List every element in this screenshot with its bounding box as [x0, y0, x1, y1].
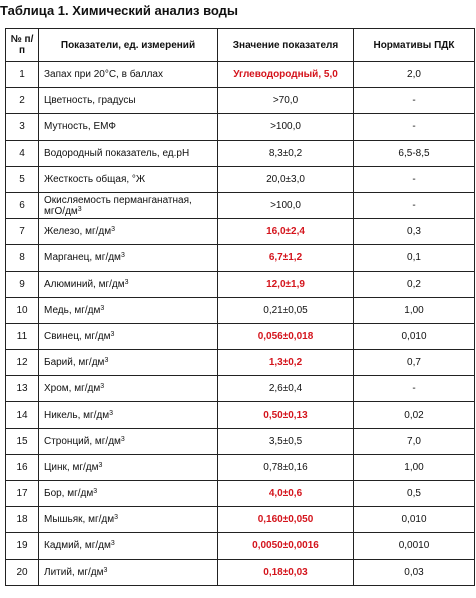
exceeded-value: 12,0±1,9	[218, 271, 354, 297]
norm-value: 0,7	[354, 350, 475, 376]
table-row	[6, 350, 475, 376]
norm-value: -	[354, 114, 475, 140]
indicator-name	[39, 533, 218, 559]
unit-exponent: 3	[103, 566, 108, 574]
row-number: 14	[6, 402, 39, 428]
indicator-name	[39, 62, 218, 88]
exceeded-value: 0,056±0,018	[218, 323, 354, 349]
row-number: 10	[6, 297, 39, 323]
indicator-label: Окисляемость перманганатная, мгО/дм	[44, 194, 192, 217]
exceeded-value: 0,160±0,050	[218, 507, 354, 533]
table-row	[6, 428, 475, 454]
row-number: 3	[6, 114, 39, 140]
indicator-name	[39, 350, 218, 376]
table-caption: Таблица 1. Химический анализ воды	[0, 3, 239, 18]
table-row	[6, 507, 475, 533]
unit-exponent: 3	[124, 278, 129, 286]
indicator-name	[39, 166, 218, 192]
header-indicator: Показатели, ед. измерений	[39, 29, 218, 62]
measured-value: 8,3±0,2	[218, 140, 354, 166]
table-row	[6, 192, 475, 218]
unit-exponent: 3	[100, 304, 105, 312]
indicator-label: Барий, мг/дм	[44, 357, 105, 369]
unit-exponent: 3	[120, 252, 125, 260]
indicator-name	[39, 454, 218, 480]
table-header-row	[6, 29, 475, 62]
exceeded-value: 6,7±1,2	[218, 245, 354, 271]
table-row	[6, 140, 475, 166]
exceeded-value: 1,3±0,2	[218, 350, 354, 376]
measured-value: >100,0	[218, 114, 354, 140]
norm-value: 0,03	[354, 559, 475, 585]
exceeded-value: 0,18±0,03	[218, 559, 354, 585]
indicator-label: Алюминий, мг/дм	[44, 278, 125, 290]
measured-value: 0,21±0,05	[218, 297, 354, 323]
indicator-name	[39, 507, 218, 533]
indicator-label: Хром, мг/дм	[44, 383, 101, 395]
exceeded-value: 0,0050±0,0016	[218, 533, 354, 559]
indicator-name	[39, 323, 218, 349]
measured-value: >100,0	[218, 192, 354, 218]
table-row	[6, 88, 475, 114]
exceeded-value: 4,0±0,6	[218, 481, 354, 507]
unit-exponent: 3	[114, 514, 119, 522]
norm-value: 0,2	[354, 271, 475, 297]
row-number: 16	[6, 454, 39, 480]
unit-exponent: 3	[77, 205, 82, 213]
unit-exponent: 3	[110, 330, 115, 338]
indicator-label: Жесткость общая, °Ж	[44, 173, 146, 185]
norm-value: -	[354, 192, 475, 218]
norm-value: -	[354, 88, 475, 114]
indicator-label: Водородный показатель, ед.pH	[44, 147, 190, 159]
norm-value: -	[354, 166, 475, 192]
row-number: 6	[6, 192, 39, 218]
row-number: 19	[6, 533, 39, 559]
table-row	[6, 219, 475, 245]
unit-exponent: 3	[111, 226, 116, 234]
indicator-name	[39, 114, 218, 140]
row-number: 2	[6, 88, 39, 114]
row-number: 1	[6, 62, 39, 88]
table-row	[6, 114, 475, 140]
row-number: 17	[6, 481, 39, 507]
table-row	[6, 62, 475, 88]
unit-exponent: 3	[109, 409, 114, 417]
indicator-name	[39, 219, 218, 245]
table-row	[6, 297, 475, 323]
row-number: 5	[6, 166, 39, 192]
norm-value: 2,0	[354, 62, 475, 88]
indicator-name	[39, 481, 218, 507]
water-analysis-table	[5, 28, 475, 586]
norm-value: 0,010	[354, 323, 475, 349]
row-number: 15	[6, 428, 39, 454]
indicator-label: Железо, мг/дм	[44, 226, 112, 238]
indicator-label: Мышьяк, мг/дм	[44, 514, 115, 526]
indicator-label: Запах при 20°С, в баллах	[44, 69, 163, 81]
table-row	[6, 166, 475, 192]
measured-value: 20,0±3,0	[218, 166, 354, 192]
row-number: 13	[6, 376, 39, 402]
norm-value: 0,02	[354, 402, 475, 428]
indicator-label: Мутность, ЕМФ	[44, 121, 116, 133]
exceeded-value: 0,50±0,13	[218, 402, 354, 428]
measured-value: 3,5±0,5	[218, 428, 354, 454]
indicator-name	[39, 192, 218, 218]
row-number: 18	[6, 507, 39, 533]
unit-exponent: 3	[93, 488, 98, 496]
indicator-name	[39, 428, 218, 454]
norm-value: 0,0010	[354, 533, 475, 559]
norm-value: 0,010	[354, 507, 475, 533]
row-number: 20	[6, 559, 39, 585]
indicator-label: Свинец, мг/дм	[44, 330, 111, 342]
table-row	[6, 533, 475, 559]
indicator-label: Стронций, мг/дм	[44, 435, 121, 447]
unit-exponent: 3	[98, 461, 103, 469]
norm-value: 1,00	[354, 454, 475, 480]
indicator-label: Цветность, градусы	[44, 95, 136, 107]
row-number: 12	[6, 350, 39, 376]
measured-value: >70,0	[218, 88, 354, 114]
unit-exponent: 3	[100, 383, 105, 391]
indicator-name	[39, 402, 218, 428]
indicator-label: Кадмий, мг/дм	[44, 540, 111, 552]
indicator-label: Литий, мг/дм	[44, 566, 104, 578]
table-row	[6, 402, 475, 428]
table-row	[6, 454, 475, 480]
norm-value: 0,1	[354, 245, 475, 271]
table-row	[6, 559, 475, 585]
exceeded-value: Углеводородный, 5,0	[218, 62, 354, 88]
unit-exponent: 3	[110, 540, 115, 548]
row-number: 9	[6, 271, 39, 297]
norm-value: 0,3	[354, 219, 475, 245]
norm-value: 7,0	[354, 428, 475, 454]
norm-value: 0,5	[354, 481, 475, 507]
indicator-name	[39, 376, 218, 402]
table-row	[6, 271, 475, 297]
row-number: 8	[6, 245, 39, 271]
indicator-name	[39, 559, 218, 585]
norm-value: -	[354, 376, 475, 402]
measured-value: 0,78±0,16	[218, 454, 354, 480]
exceeded-value: 16,0±2,4	[218, 219, 354, 245]
row-number: 4	[6, 140, 39, 166]
indicator-label: Цинк, мг/дм	[44, 461, 99, 473]
indicator-label: Марганец, мг/дм	[44, 252, 121, 264]
indicator-label: Медь, мг/дм	[44, 304, 101, 316]
table-row	[6, 245, 475, 271]
unit-exponent: 3	[120, 435, 125, 443]
indicator-name	[39, 88, 218, 114]
norm-value: 6,5-8,5	[354, 140, 475, 166]
indicator-label: Никель, мг/дм	[44, 409, 110, 421]
header-norm: Нормативы ПДК	[354, 29, 475, 62]
unit-exponent: 3	[104, 357, 109, 365]
row-number: 7	[6, 219, 39, 245]
table-row	[6, 376, 475, 402]
header-value: Значение показателя	[218, 29, 354, 62]
indicator-name	[39, 297, 218, 323]
header-num: № п/п	[6, 29, 39, 62]
indicator-name	[39, 245, 218, 271]
norm-value: 1,00	[354, 297, 475, 323]
table-row	[6, 323, 475, 349]
indicator-name	[39, 271, 218, 297]
table-row	[6, 481, 475, 507]
row-number: 11	[6, 323, 39, 349]
indicator-name	[39, 140, 218, 166]
measured-value: 2,6±0,4	[218, 376, 354, 402]
indicator-label: Бор, мг/дм	[44, 488, 94, 500]
